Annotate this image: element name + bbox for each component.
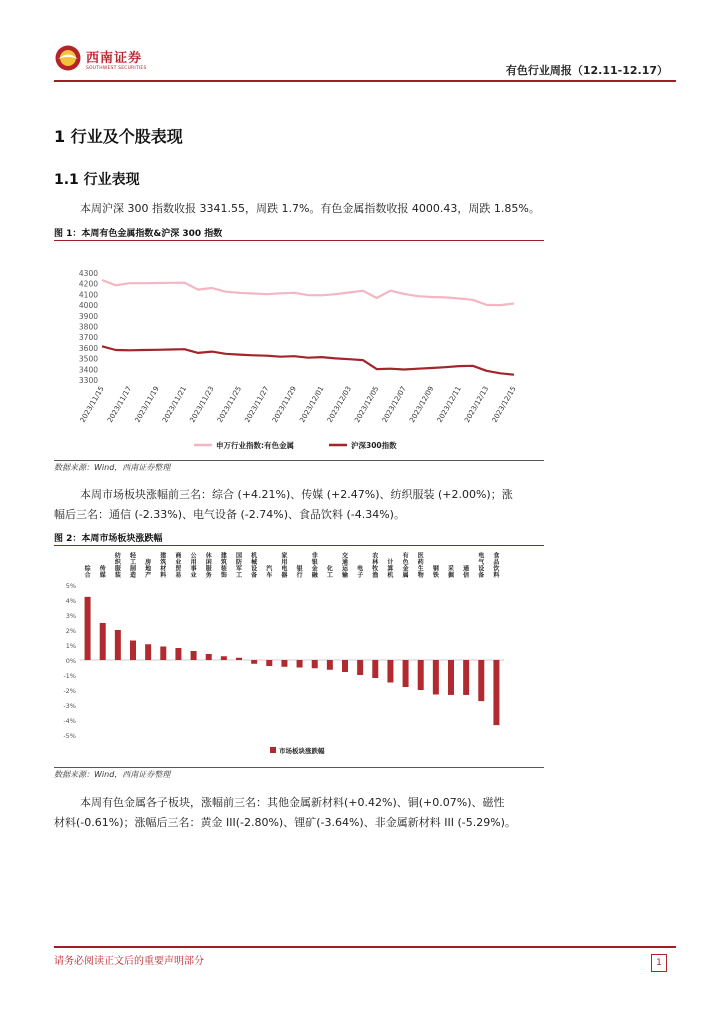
- bar-2: [115, 630, 121, 660]
- section-heading-1: 1 行业及个股表现: [54, 127, 183, 146]
- category-label: 国防军工: [235, 552, 243, 579]
- category-label: 家用电器: [281, 552, 288, 579]
- category-label: 商业贸易: [175, 552, 182, 579]
- category-label: 计算机: [387, 559, 394, 579]
- bar-12: [266, 660, 272, 666]
- y-tick-label: 2%: [65, 627, 76, 635]
- x-tick-label: 2023/11/27: [243, 385, 271, 424]
- bar-9: [221, 656, 227, 660]
- category-label: 电子: [357, 565, 364, 579]
- x-tick-label: 2023/12/11: [435, 385, 463, 424]
- y-tick-label: -3%: [63, 702, 76, 710]
- logo-emblem-icon: [54, 44, 82, 72]
- y-tick-label: 3800: [78, 322, 98, 332]
- bar-7: [191, 651, 197, 660]
- category-label: 有色金属: [402, 552, 409, 579]
- logo-name: 西南证券: [86, 51, 143, 66]
- bar-14: [297, 660, 303, 668]
- figure2-bottom-rule: [54, 767, 544, 768]
- category-label: 银行: [296, 565, 303, 579]
- paragraph-subsector-line1: 本周有色金属各子板块，涨幅前三名：其他金属新材料(+0.42%)、铜(+0.07%)、磁性: [80, 796, 505, 809]
- report-title: 有色行业周报（12.11-12.17）: [505, 64, 668, 77]
- category-label: 钢铁: [432, 565, 439, 579]
- figure1-source: 数据来源：Wind，西南证券整理: [54, 463, 171, 472]
- paragraph-sector-line1: 本周市场板块涨幅前三名：综合 (+4.21%)、传媒 (+2.47%)、纺织服装 (+2.00%)；涨: [80, 488, 513, 501]
- category-label: 纺织服装: [114, 552, 121, 579]
- series-line-0: [102, 280, 514, 305]
- x-tick-label: 2023/11/21: [161, 385, 189, 424]
- bar-17: [342, 660, 348, 672]
- y-tick-label: 3400: [78, 365, 98, 375]
- figure2-source: 数据来源：Wind，西南证券整理: [54, 770, 171, 779]
- x-tick-label: 2023/12/09: [408, 385, 436, 424]
- footer-divider: [54, 946, 676, 948]
- bar-19: [372, 660, 378, 678]
- legend-label: 申万行业指数:有色金属: [216, 441, 294, 450]
- bar-11: [251, 660, 257, 664]
- legend-label: 市场板块涨跌幅: [279, 747, 325, 755]
- y-tick-label: 3300: [78, 376, 98, 385]
- bar-0: [85, 597, 91, 660]
- y-tick-label: 4100: [78, 290, 98, 300]
- series-line-1: [102, 346, 514, 374]
- legend-label: 沪深300指数: [351, 441, 397, 450]
- category-label: 公用事业: [190, 552, 197, 579]
- paragraph-sector-line2: 幅后三名：通信 (-2.33%)、电气设备 (-2.74%)、食品饮料 (-4.34%)。: [54, 508, 405, 521]
- x-tick-label: 2023/12/07: [380, 385, 408, 424]
- header-divider: [54, 80, 676, 82]
- category-label: 房地产: [145, 559, 152, 579]
- y-tick-label: -4%: [63, 717, 76, 725]
- y-tick-label: -2%: [63, 687, 76, 695]
- category-label: 医药生物: [417, 552, 424, 579]
- y-tick-label: 1%: [65, 642, 76, 650]
- category-label: 轻工制造: [129, 552, 137, 579]
- bar-13: [281, 660, 287, 667]
- y-tick-label: -1%: [63, 672, 76, 680]
- category-label: 交通运输: [341, 552, 349, 579]
- category-label: 建筑装饰: [220, 552, 227, 579]
- x-tick-label: 2023/12/05: [353, 385, 381, 424]
- category-label: 综合: [84, 565, 91, 579]
- y-tick-label: 4200: [78, 279, 98, 289]
- bar-8: [206, 654, 212, 660]
- bar-20: [387, 660, 393, 683]
- y-tick-label: 3600: [78, 343, 98, 353]
- x-tick-label: 2023/11/25: [215, 385, 244, 424]
- figure1-top-rule: [54, 240, 544, 241]
- bar-24: [448, 660, 454, 695]
- bar-21: [403, 660, 409, 687]
- category-label: 休闲服务: [205, 552, 212, 579]
- y-tick-label: 3700: [78, 333, 98, 343]
- bar-1: [100, 623, 106, 660]
- bar-23: [433, 660, 439, 695]
- y-tick-label: 3%: [65, 612, 76, 620]
- paragraph-index-summary: 本周沪深 300 指数收报 3341.55，周跌 1.7%。有色金属指数收报 4000.43，周跌 1.85%。: [80, 202, 540, 215]
- paragraph-subsector-line2: 材料(-0.61%)；涨幅后三名：黄金 III(-2.80%)、锂矿(-3.64%)、非金属新材料 III (-5.29%)。: [54, 816, 516, 829]
- category-label: 化工: [326, 565, 333, 579]
- y-tick-label: 3500: [78, 354, 98, 364]
- y-tick-label: 4300: [78, 269, 98, 278]
- category-label: 食品饮料: [493, 552, 500, 579]
- bar-6: [175, 648, 181, 660]
- x-tick-label: 2023/11/29: [270, 385, 298, 424]
- index-line-chart: [54, 242, 544, 460]
- x-tick-label: 2023/11/23: [188, 385, 216, 424]
- x-tick-label: 2023/11/17: [106, 385, 134, 424]
- figure1-title: 图 1：本周有色金属指数&沪深 300 指数: [54, 229, 223, 239]
- bar-5: [160, 647, 166, 661]
- y-tick-label: 3900: [78, 311, 98, 321]
- x-tick-label: 2023/12/03: [325, 385, 353, 424]
- figure2-title: 图 2：本周市场板块涨跌幅: [54, 534, 163, 544]
- category-label: 电气设备: [478, 552, 485, 579]
- bar-27: [493, 660, 499, 725]
- x-tick-label: 2023/12/15: [490, 385, 518, 424]
- category-label: 建筑材料: [160, 552, 167, 579]
- y-tick-label: 5%: [65, 582, 76, 590]
- category-label: 采掘: [447, 565, 455, 579]
- bar-15: [312, 660, 318, 668]
- bar-18: [357, 660, 363, 675]
- section-heading-1-1: 1.1 行业表现: [54, 172, 140, 188]
- page-number: 1: [651, 954, 667, 972]
- category-label: 通信: [463, 565, 470, 579]
- category-label: 传媒: [99, 565, 106, 579]
- footer-disclaimer: 请务必阅读正文后的重要声明部分: [54, 956, 204, 967]
- category-label: 农林牧渔: [372, 552, 379, 579]
- bar-3: [130, 641, 136, 661]
- y-tick-label: -5%: [63, 732, 76, 740]
- bar-25: [463, 660, 469, 695]
- x-tick-label: 2023/12/13: [463, 385, 491, 424]
- x-tick-label: 2023/11/19: [133, 385, 161, 424]
- x-tick-label: 2023/12/01: [298, 385, 326, 424]
- category-label: 汽车: [266, 565, 273, 579]
- category-label: 机械设备: [251, 552, 258, 579]
- y-tick-label: 4000: [78, 301, 98, 311]
- y-tick-label: 0%: [65, 657, 76, 665]
- bar-10: [236, 658, 242, 660]
- category-label: 非银金融: [311, 552, 318, 579]
- x-tick-label: 2023/11/15: [78, 385, 106, 424]
- bar-26: [478, 660, 484, 701]
- bar-4: [145, 644, 151, 660]
- figure1-bottom-rule: [54, 460, 544, 461]
- logo: [54, 44, 154, 74]
- sector-bar-chart: [54, 547, 544, 767]
- bar-16: [327, 660, 333, 670]
- bar-22: [418, 660, 424, 690]
- logo-subtitle: SOUTHWEST SECURITIES: [86, 66, 147, 71]
- y-tick-label: 4%: [65, 597, 76, 605]
- legend-swatch: [270, 747, 276, 753]
- figure2-top-rule: [54, 545, 544, 546]
